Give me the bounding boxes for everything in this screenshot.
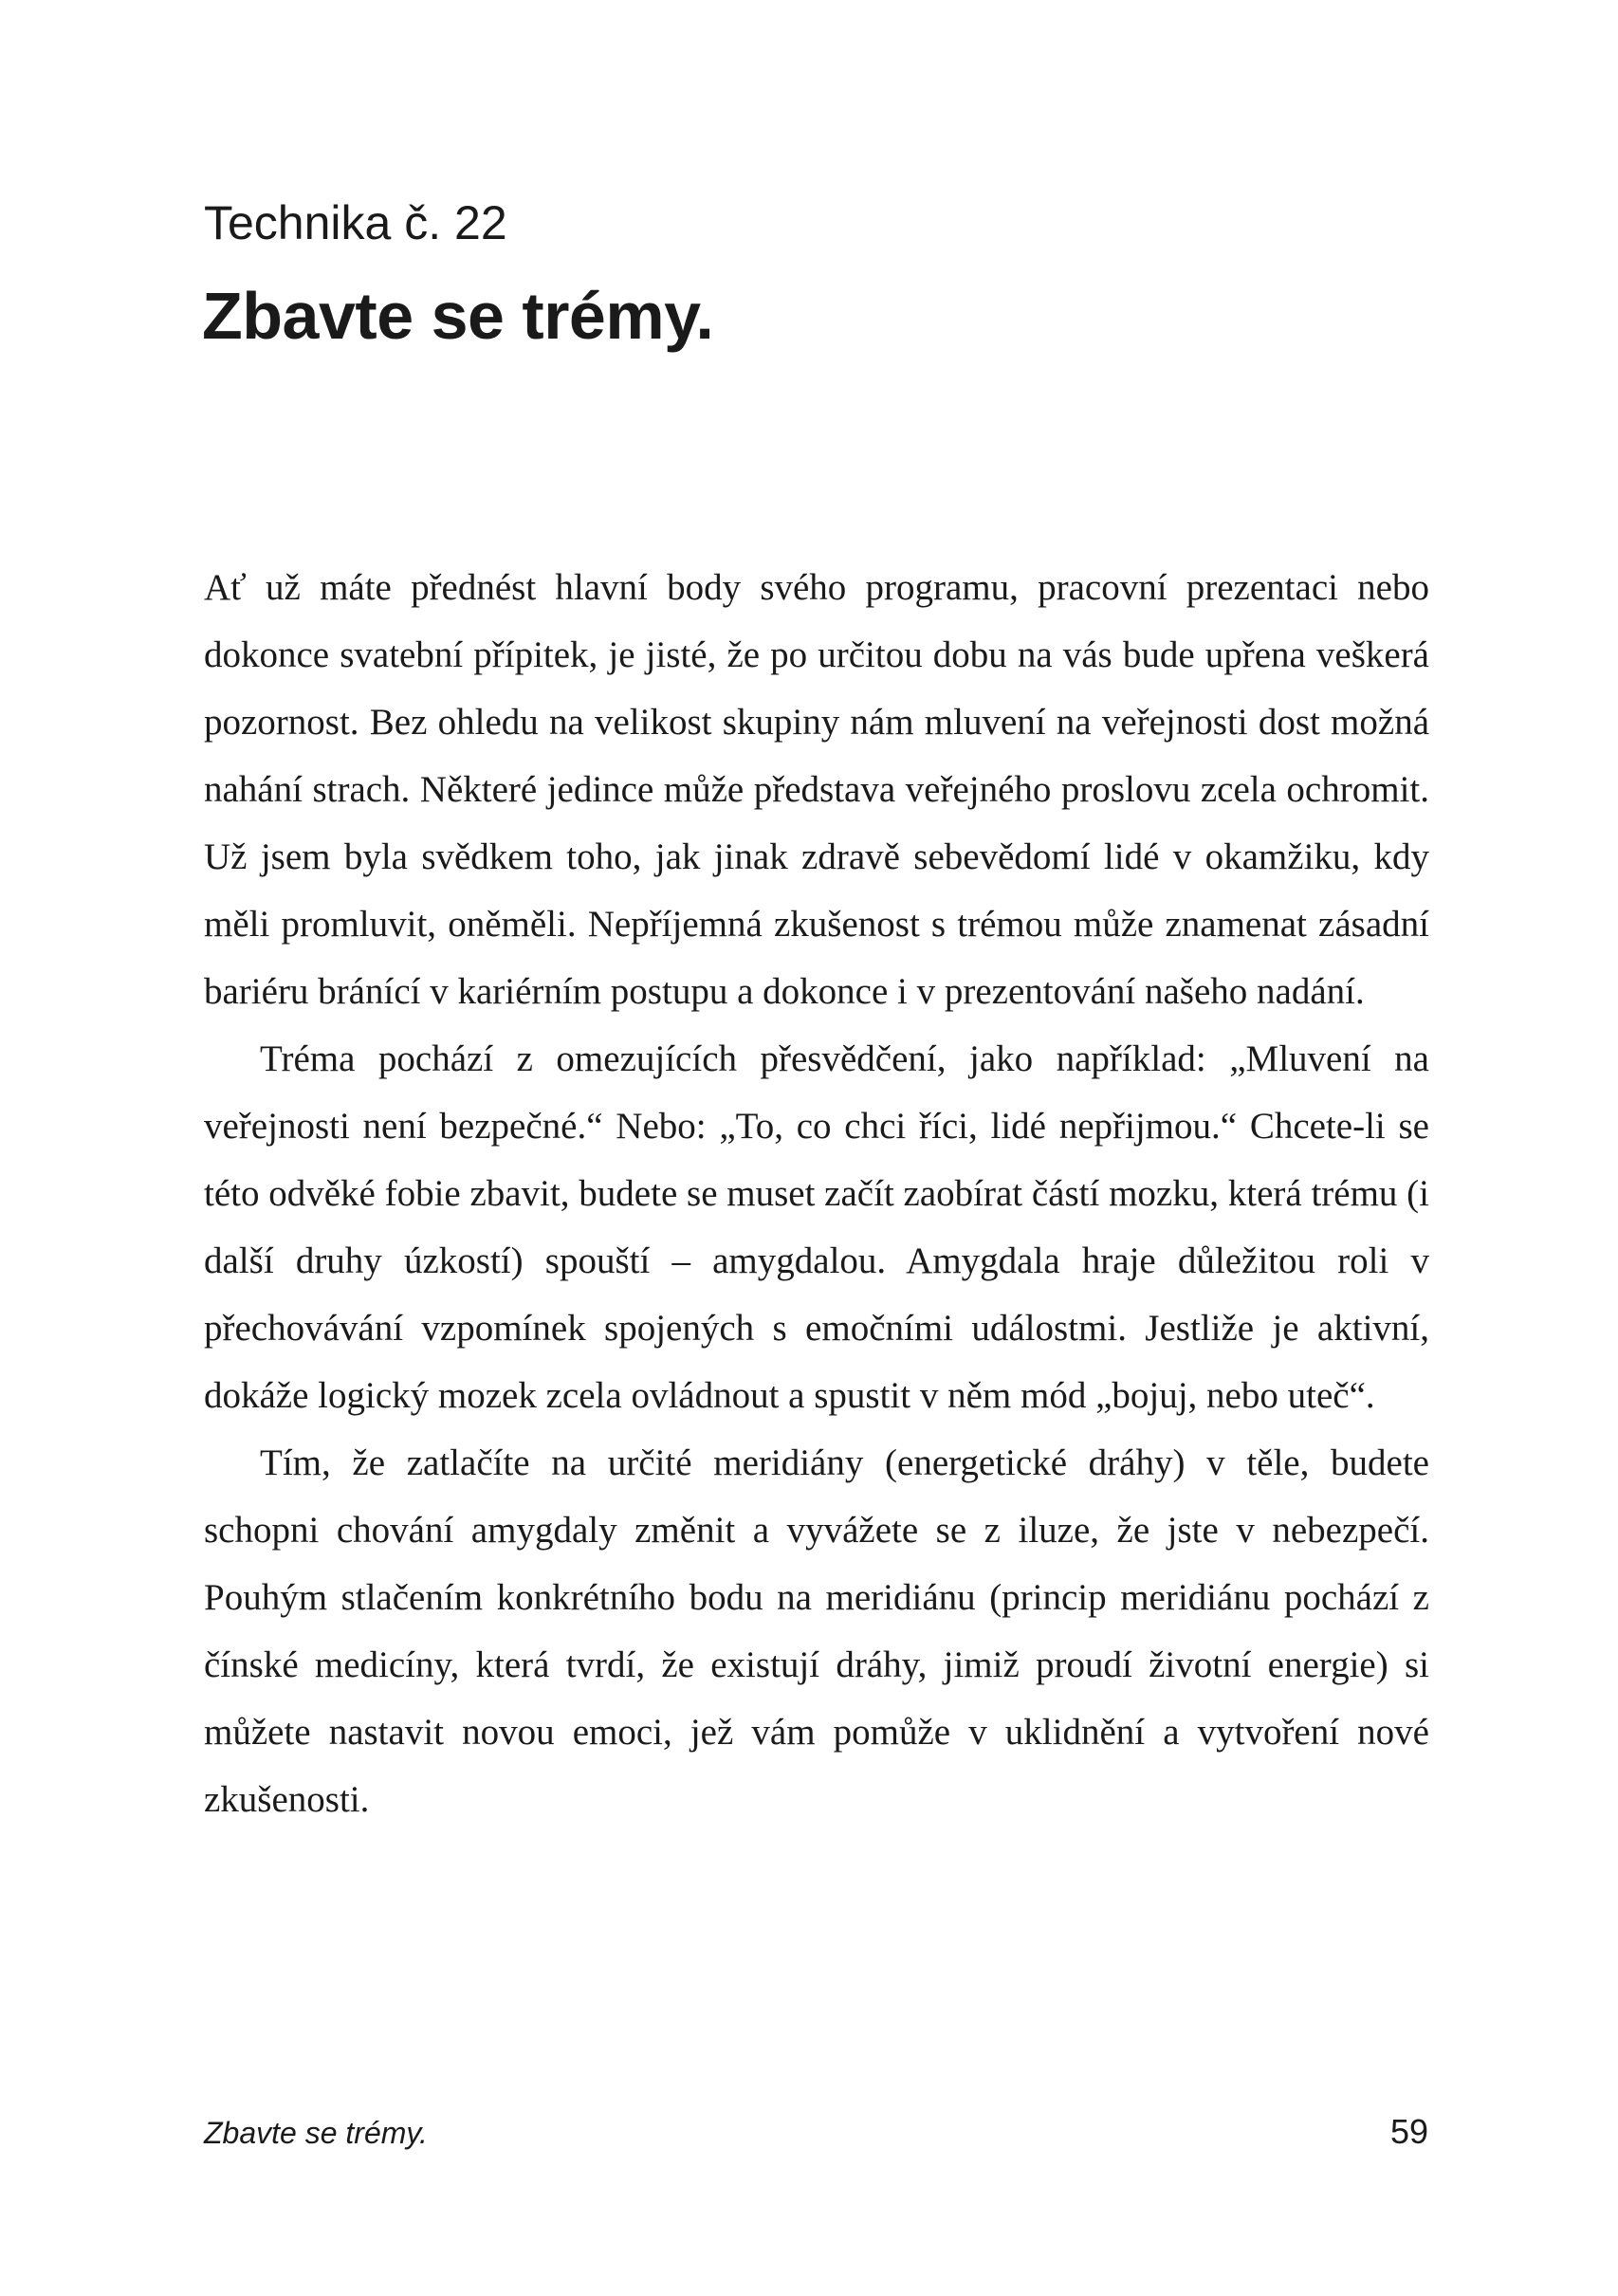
paragraph-1: Ať už máte přednést hlavní body svého programu, pracovní prezentaci nebo dokonce svatební přípitek, je jisté, že po určitou dobu na vás bude upřena veškerá pozornost. Bez ohledu na velikost skupiny nám mluvení na veřejnosti dost možná nahání strach. Některé jedince může představa veřejného proslovu zcela ochromit. Už jsem byla svědkem toho, jak jinak zdravě sebevědomí lidé v okamžiku, kdy měli promluvit, oněměli. Nepříjemná zkušenost s trémou může znamenat zásadní bariéru bránící v kariérním postupu a dokonce i v prezentování našeho nadání. [204,567,1429,1012]
chapter-label: Technika č. 22 [204,196,507,249]
chapter-title: Zbavte se trémy. [202,279,714,353]
paragraph-2: Tréma pochází z omezujících přesvědčení, jako například: „Mluvení na veřejnosti není bezpečné.“ Nebo: „To, co chci říci, lidé nepřijmou.“ Chcete-li se této odvěké fobie zbavit, budete se muset začít zaobírat částí mozku, která trému (i další druhy úzkostí) spouští – amygdalou. Amygdala hraje důležitou roli v přechovávání vzpomínek spojených s emočními událostmi. Jestliže je aktivní, dokáže logický mozek zcela ovládnout a spustit v něm mód „bojuj, nebo uteč“. [204,1038,1429,1416]
page-number: 59 [1389,2112,1428,2151]
running-footer-title: Zbavte se trémy. [204,2116,428,2150]
body-text [204,554,1429,1833]
paragraph-3: Tím, že zatlačíte na určité meridiány (energetické dráhy) v těle, budete schopni chování amygdaly změnit a vyvážete se z iluze, že jste v nebezpečí. Pouhým stlačením konkrétního bodu na meridiánu (princip meridiánu pochází z čínské medicíny, která tvrdí, že existují dráhy, jimiž proudí životní energie) si můžete nastavit novou emoci, jež vám pomůže v uklidnění a vytvoření nové zkušenosti. [204,1442,1429,1820]
